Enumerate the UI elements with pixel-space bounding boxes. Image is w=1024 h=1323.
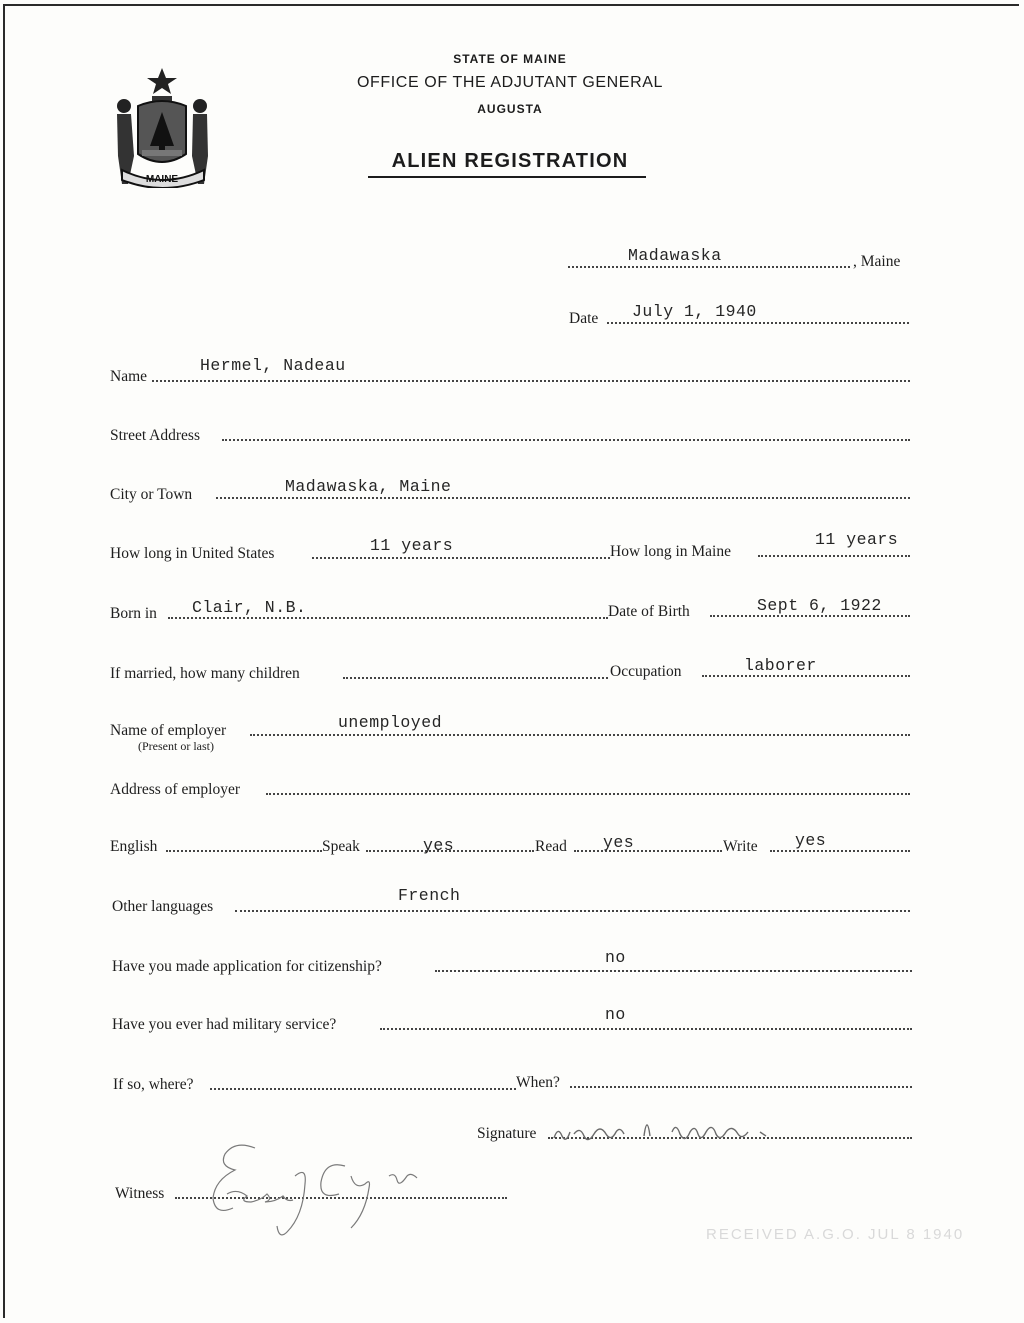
write-value: yes: [795, 831, 827, 850]
header-city: AUGUSTA: [477, 102, 543, 116]
city-label: City or Town: [110, 486, 193, 503]
employer-address-line: [266, 793, 910, 795]
occupation-value: laborer: [744, 656, 817, 675]
english-label: English: [110, 838, 158, 855]
date-value: July 1, 1940: [632, 302, 757, 321]
how-long-us-line: [312, 557, 610, 559]
born-in-value: Clair, N.B.: [192, 598, 307, 617]
name-value: Hermel, Nadeau: [200, 356, 346, 375]
other-languages-label: Other languages: [112, 898, 214, 915]
title-underline: [368, 176, 646, 178]
military-line: [380, 1028, 912, 1030]
children-line: [343, 677, 608, 679]
page-border: [3, 4, 1019, 1318]
speak-value: yes: [423, 836, 455, 855]
when-label: When?: [516, 1074, 560, 1091]
read-label: Read: [535, 838, 567, 855]
employer-address-label: Address of employer: [110, 781, 240, 798]
employer-label: Name of employer: [110, 722, 227, 739]
maine-state-seal-icon: [108, 66, 216, 188]
witness-label: Witness: [115, 1185, 165, 1202]
street-address-label: Street Address: [110, 427, 200, 444]
speak-label: Speak: [322, 838, 360, 855]
location-value: Madawaska: [628, 246, 722, 265]
street-address-line: [222, 439, 910, 441]
name-label: Name: [110, 368, 148, 385]
citizenship-label: Have you made application for citizenship?: [112, 958, 382, 975]
seal-text: MAINE: [145, 174, 179, 185]
how-long-us-value: 11 years: [370, 536, 454, 555]
date-of-birth-label: Date of Birth: [608, 603, 690, 620]
name-line: [152, 380, 910, 382]
military-label: Have you ever had military service?: [112, 1016, 337, 1033]
date-label: Date: [569, 310, 599, 327]
employer-line: [250, 734, 910, 736]
date-of-birth-value: Sept 6, 1922: [757, 596, 882, 615]
born-in-label: Born in: [110, 605, 157, 622]
occupation-label: Occupation: [610, 663, 682, 680]
citizenship-line: [435, 970, 912, 972]
header-office: OFFICE OF THE ADJUTANT GENERAL: [356, 74, 664, 91]
location-line: [568, 266, 850, 268]
read-value: yes: [603, 833, 635, 852]
signature-label: Signature: [477, 1125, 537, 1142]
occupation-line: [702, 675, 910, 677]
where-label: If so, where?: [113, 1076, 194, 1093]
how-long-us-label: How long in United States: [110, 545, 275, 562]
location-suffix: , Maine: [853, 253, 901, 270]
where-line: [210, 1088, 516, 1090]
write-line: [770, 850, 910, 852]
born-in-line: [168, 617, 608, 619]
date-of-birth-line: [710, 615, 910, 617]
read-line: [574, 850, 722, 852]
military-value: no: [605, 1005, 626, 1024]
when-line: [570, 1086, 912, 1088]
other-languages-value: French: [398, 886, 461, 905]
city-line: [216, 497, 910, 499]
how-long-maine-line: [758, 555, 910, 557]
other-languages-line: [235, 910, 910, 912]
witness-handwriting: [175, 1136, 515, 1246]
write-label: Write: [723, 838, 758, 855]
employer-sublabel: (Present or last): [138, 739, 214, 753]
children-label: If married, how many children: [110, 665, 300, 682]
signature-handwriting: [548, 1108, 818, 1148]
date-line: [607, 322, 909, 324]
city-value: Madawaska, Maine: [285, 477, 452, 496]
citizenship-value: no: [605, 948, 626, 967]
how-long-maine-value: 11 years: [815, 530, 899, 549]
english-line: [166, 850, 322, 852]
page-title: ALIEN REGISTRATION: [391, 150, 629, 172]
header-state: STATE OF MAINE: [453, 52, 567, 66]
how-long-maine-label: How long in Maine: [610, 543, 731, 560]
received-stamp: RECEIVED A.G.O. JUL 8 1940: [706, 1226, 965, 1243]
employer-value: unemployed: [338, 713, 443, 732]
